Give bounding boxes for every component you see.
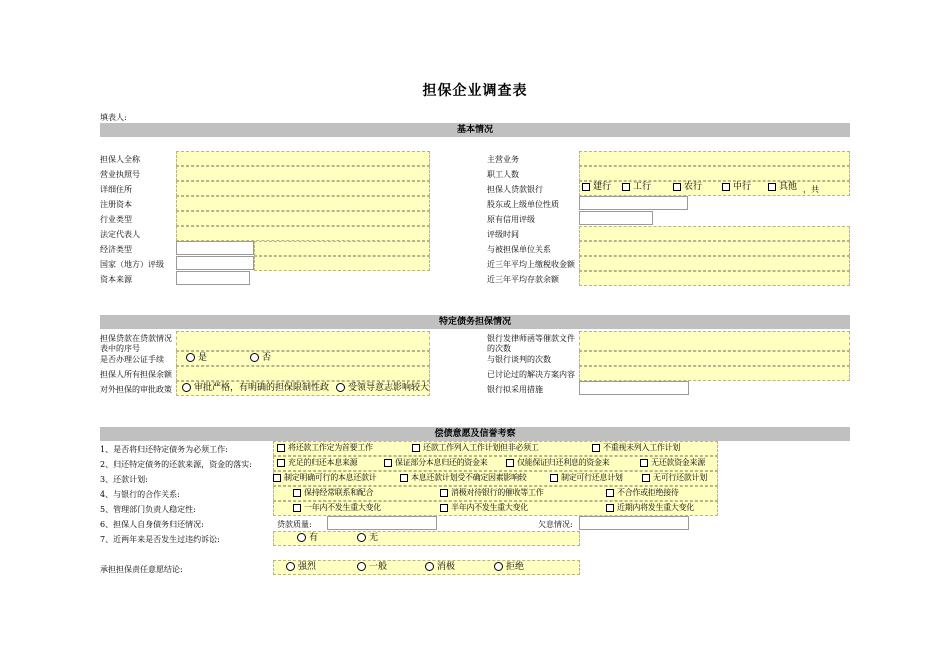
select-capital-source[interactable] — [176, 271, 250, 285]
radio-icon — [425, 562, 434, 571]
checkbox-icon — [412, 444, 420, 452]
label-license-no: 营业执照号 — [100, 170, 140, 179]
page-title: 担保企业调查表 — [422, 83, 528, 99]
input-legal-rep[interactable] — [176, 226, 430, 241]
checkbox-icon — [722, 183, 730, 191]
radio-conclusion-strong[interactable] — [286, 561, 316, 573]
select-loan-quality[interactable] — [327, 516, 437, 530]
checkbox-icon — [277, 444, 285, 452]
input-employees[interactable] — [579, 166, 850, 181]
input-relationship[interactable] — [579, 241, 850, 256]
checkbox-q5-soon-change[interactable] — [606, 502, 694, 514]
label-conclusion: 承担担保责任意愿结论: — [100, 565, 183, 574]
select-national-rating[interactable] — [176, 256, 254, 270]
label-rating-date: 评级时间 — [487, 230, 519, 239]
checkbox-q3-uncertain[interactable] — [400, 472, 527, 484]
section-header-willingness: 偿债意愿及信誉考察 — [100, 427, 850, 441]
radio-icon — [182, 383, 191, 392]
label-registered-capital: 注册资本 — [100, 200, 132, 209]
radio-label: 受领导意志影响较大 — [348, 383, 430, 393]
checkbox-q3-interest-plan[interactable] — [550, 472, 623, 484]
filler-label: 填表人: — [100, 113, 127, 122]
radio-notary-no[interactable] — [250, 352, 271, 364]
checkbox-icon — [642, 474, 650, 482]
checkbox-q4-refuse[interactable] — [606, 487, 679, 499]
label-q5: 5、管理部门负责人稳定性: — [100, 505, 196, 514]
checkbox-icon — [640, 459, 648, 467]
checkbox-icon — [384, 459, 392, 467]
checkbox-q2-sufficient[interactable] — [277, 457, 357, 469]
checkbox-q4-cooperative[interactable] — [293, 487, 373, 499]
radio-icon — [186, 353, 195, 362]
option-label: 无还款资金来源 — [651, 458, 705, 467]
label-loan-seq: 担保贷款在贷款情况表中的序号 — [100, 334, 172, 353]
label-solutions: 已讨论过的解决方案内容 — [487, 370, 575, 379]
label-main-business: 主营业务 — [487, 155, 519, 164]
option-label: 不合作或拒绝接待 — [617, 488, 679, 497]
checkbox-icon — [768, 183, 776, 191]
input-industry[interactable] — [176, 211, 430, 226]
section-header-basic: 基本情况 — [100, 123, 850, 137]
option-label: 制定明确可行的本息还款计 — [284, 473, 377, 482]
label-q2: 2、归还特定债务的还款来源，资金的落实: — [100, 460, 252, 469]
checkbox-icon — [582, 183, 590, 191]
checkbox-bank-other[interactable] — [768, 181, 797, 193]
label-original-rating: 原有信用评级 — [487, 215, 535, 224]
input-license-no[interactable] — [176, 166, 430, 181]
bank-label: 农行 — [684, 182, 703, 192]
label-q3: 3、还款计划: — [100, 475, 148, 484]
select-original-rating[interactable] — [579, 211, 653, 225]
checkbox-icon — [606, 504, 614, 512]
label-approval-policy: 对外担保的审批政策 — [100, 385, 172, 394]
checkbox-q5-one-year[interactable] — [293, 502, 381, 514]
label-legal-rep: 法定代表人 — [100, 230, 140, 239]
radio-icon — [297, 533, 306, 542]
radio-label: 消极 — [437, 562, 456, 572]
radio-approval-strict[interactable] — [182, 382, 329, 394]
option-label: 本息还款计划受不确定因素影响较 — [411, 473, 527, 482]
checkbox-icon — [277, 459, 285, 467]
input-solutions[interactable] — [579, 366, 850, 381]
checkbox-q5-half-year[interactable] — [440, 502, 528, 514]
checkbox-q1-priority[interactable] — [277, 442, 373, 454]
checkbox-q2-interest-only[interactable] — [506, 457, 609, 469]
checkbox-icon — [273, 474, 281, 482]
checkbox-icon — [592, 444, 600, 452]
input-main-business[interactable] — [579, 151, 850, 166]
option-label: 制定可行还息计划 — [561, 473, 623, 482]
label-shareholder-nature: 股东或上级单位性质 — [487, 200, 559, 209]
checkbox-bank-boc[interactable] — [722, 181, 751, 193]
radio-label: 一般 — [369, 562, 388, 572]
checkbox-q3-no-plan[interactable] — [642, 472, 707, 484]
bank-label: 建行 — [593, 182, 612, 192]
radio-icon — [357, 562, 366, 571]
option-label: 无可行还款计划 — [653, 473, 707, 482]
input-loan-seq[interactable] — [176, 331, 430, 351]
bank-count-text: ，共 — [803, 185, 819, 194]
checkbox-icon — [440, 504, 448, 512]
checkbox-q2-none[interactable] — [640, 457, 705, 469]
label-guarantor-name: 担保人全称 — [100, 155, 140, 164]
input-avg-tax[interactable] — [579, 256, 850, 271]
radio-label: 强烈 — [298, 562, 317, 572]
label-interest-arrears: 欠息情况: — [538, 520, 573, 529]
notary-options-row — [176, 351, 430, 366]
checkbox-icon — [673, 183, 681, 191]
radio-label: 审批严格，有明确的担保限制性政 — [194, 383, 330, 393]
checkbox-q1-ignored[interactable] — [592, 442, 680, 454]
checkbox-icon — [606, 489, 614, 497]
option-label: 近期内将发生重大变化 — [617, 503, 694, 512]
option-label: 还款工作列入工作计划但非必须工 — [423, 443, 539, 452]
radio-conclusion-normal[interactable] — [357, 561, 387, 573]
checkbox-icon — [293, 504, 301, 512]
checkbox-bank-ccb[interactable] — [582, 181, 611, 193]
label-q4: 4、与银行的合作关系: — [100, 490, 180, 499]
input-national-rating-extra[interactable] — [254, 256, 430, 271]
select-bank-measures[interactable] — [579, 381, 689, 395]
radio-icon — [357, 533, 366, 542]
option-label: 消极对待银行的催收等工作 — [451, 488, 544, 497]
label-lawyer-letters: 银行发律师函等催款文件的次数 — [487, 334, 575, 353]
radio-q7-no[interactable] — [357, 532, 378, 544]
checkbox-icon — [622, 183, 630, 191]
select-shareholder-nature[interactable] — [579, 196, 688, 210]
label-loan-quality: 贷款质量: — [277, 520, 312, 529]
input-registered-capital[interactable] — [176, 196, 430, 211]
q7-options-row — [273, 531, 580, 546]
label-q6: 6、担保人自身债务归还情况: — [100, 520, 204, 529]
radio-label: 无 — [369, 533, 379, 543]
label-negotiations: 与银行谈判的次数 — [487, 355, 551, 364]
input-economic-type-extra[interactable] — [254, 241, 430, 256]
checkbox-q4-passive[interactable] — [440, 487, 543, 499]
option-label: 保证部分本息归还的资金来 — [395, 458, 488, 467]
label-total-guarantee: 担保人所有担保余额 — [100, 370, 172, 379]
label-economic-type: 经济类型 — [100, 245, 132, 254]
bank-label: 其他 — [779, 182, 798, 192]
radio-q7-yes[interactable] — [297, 532, 318, 544]
radio-icon — [494, 562, 503, 571]
checkbox-bank-abc[interactable] — [673, 181, 702, 193]
label-industry: 行业类型 — [100, 215, 132, 224]
label-loan-bank: 担保人贷款银行 — [487, 185, 543, 194]
select-economic-type[interactable] — [176, 241, 254, 255]
option-label: 半年内不发生重大变化 — [451, 503, 528, 512]
option-label: 充足的归还本息来源 — [288, 458, 358, 467]
label-address: 详细住所 — [100, 185, 132, 194]
radio-icon — [250, 353, 259, 362]
checkbox-q3-clear-plan[interactable] — [273, 472, 376, 484]
radio-label: 有 — [309, 533, 319, 543]
label-q7: 7、近两年来是否发生过违约诉讼: — [100, 535, 220, 544]
checkbox-icon — [400, 474, 408, 482]
option-label: 仅能保证归还利息的资金来 — [517, 458, 610, 467]
radio-approval-leader[interactable] — [336, 382, 429, 394]
input-avg-deposit[interactable] — [579, 271, 850, 286]
input-negotiations[interactable] — [579, 351, 850, 366]
label-national-rating: 国家（地方）评级 — [100, 260, 164, 269]
select-interest-arrears[interactable] — [579, 516, 689, 530]
option-label: 不重视未列入工作计划 — [603, 443, 680, 452]
label-bank-measures: 银行拟采用措施 — [487, 385, 543, 394]
label-employees: 职工人数 — [487, 170, 519, 179]
option-label: 将还款工作定为首要工作 — [288, 443, 373, 452]
checkbox-icon — [506, 459, 514, 467]
bank-label: 工行 — [633, 182, 652, 192]
radio-conclusion-passive[interactable] — [425, 561, 455, 573]
radio-notary-yes[interactable] — [186, 352, 207, 364]
checkbox-q2-partial[interactable] — [384, 457, 487, 469]
bank-label: 中行 — [733, 182, 752, 192]
input-lawyer-letters[interactable] — [579, 331, 850, 351]
checkbox-icon — [550, 474, 558, 482]
label-notary: 是否办理公证手续 — [100, 355, 164, 364]
section-header-specific: 特定债务担保情况 — [100, 315, 850, 329]
input-rating-date[interactable] — [579, 226, 850, 241]
option-label: 保持经常联系和配合 — [304, 488, 374, 497]
input-guarantor-name[interactable] — [176, 151, 430, 166]
input-address[interactable] — [176, 181, 430, 196]
radio-conclusion-refuse[interactable] — [494, 561, 524, 573]
radio-icon — [336, 383, 345, 392]
label-relationship: 与被担保单位关系 — [487, 245, 551, 254]
checkbox-q1-planned[interactable] — [412, 442, 539, 454]
checkbox-icon — [293, 489, 301, 497]
radio-label: 是 — [198, 353, 208, 363]
radio-icon — [286, 562, 295, 571]
radio-label: 拒绝 — [506, 562, 525, 572]
radio-label: 否 — [262, 353, 272, 363]
label-avg-tax: 近三年平均上缴税收金额 — [487, 260, 575, 269]
label-avg-deposit: 近三年平均存款余额 — [487, 275, 559, 284]
label-capital-source: 资本来源 — [100, 275, 132, 284]
input-total-guarantee[interactable] — [176, 366, 430, 381]
checkbox-icon — [440, 489, 448, 497]
option-label: 一年内不发生重大变化 — [304, 503, 381, 512]
label-q1: 1、是否将归还特定债务为必须工作: — [100, 445, 228, 454]
checkbox-bank-icbc[interactable] — [622, 181, 651, 193]
